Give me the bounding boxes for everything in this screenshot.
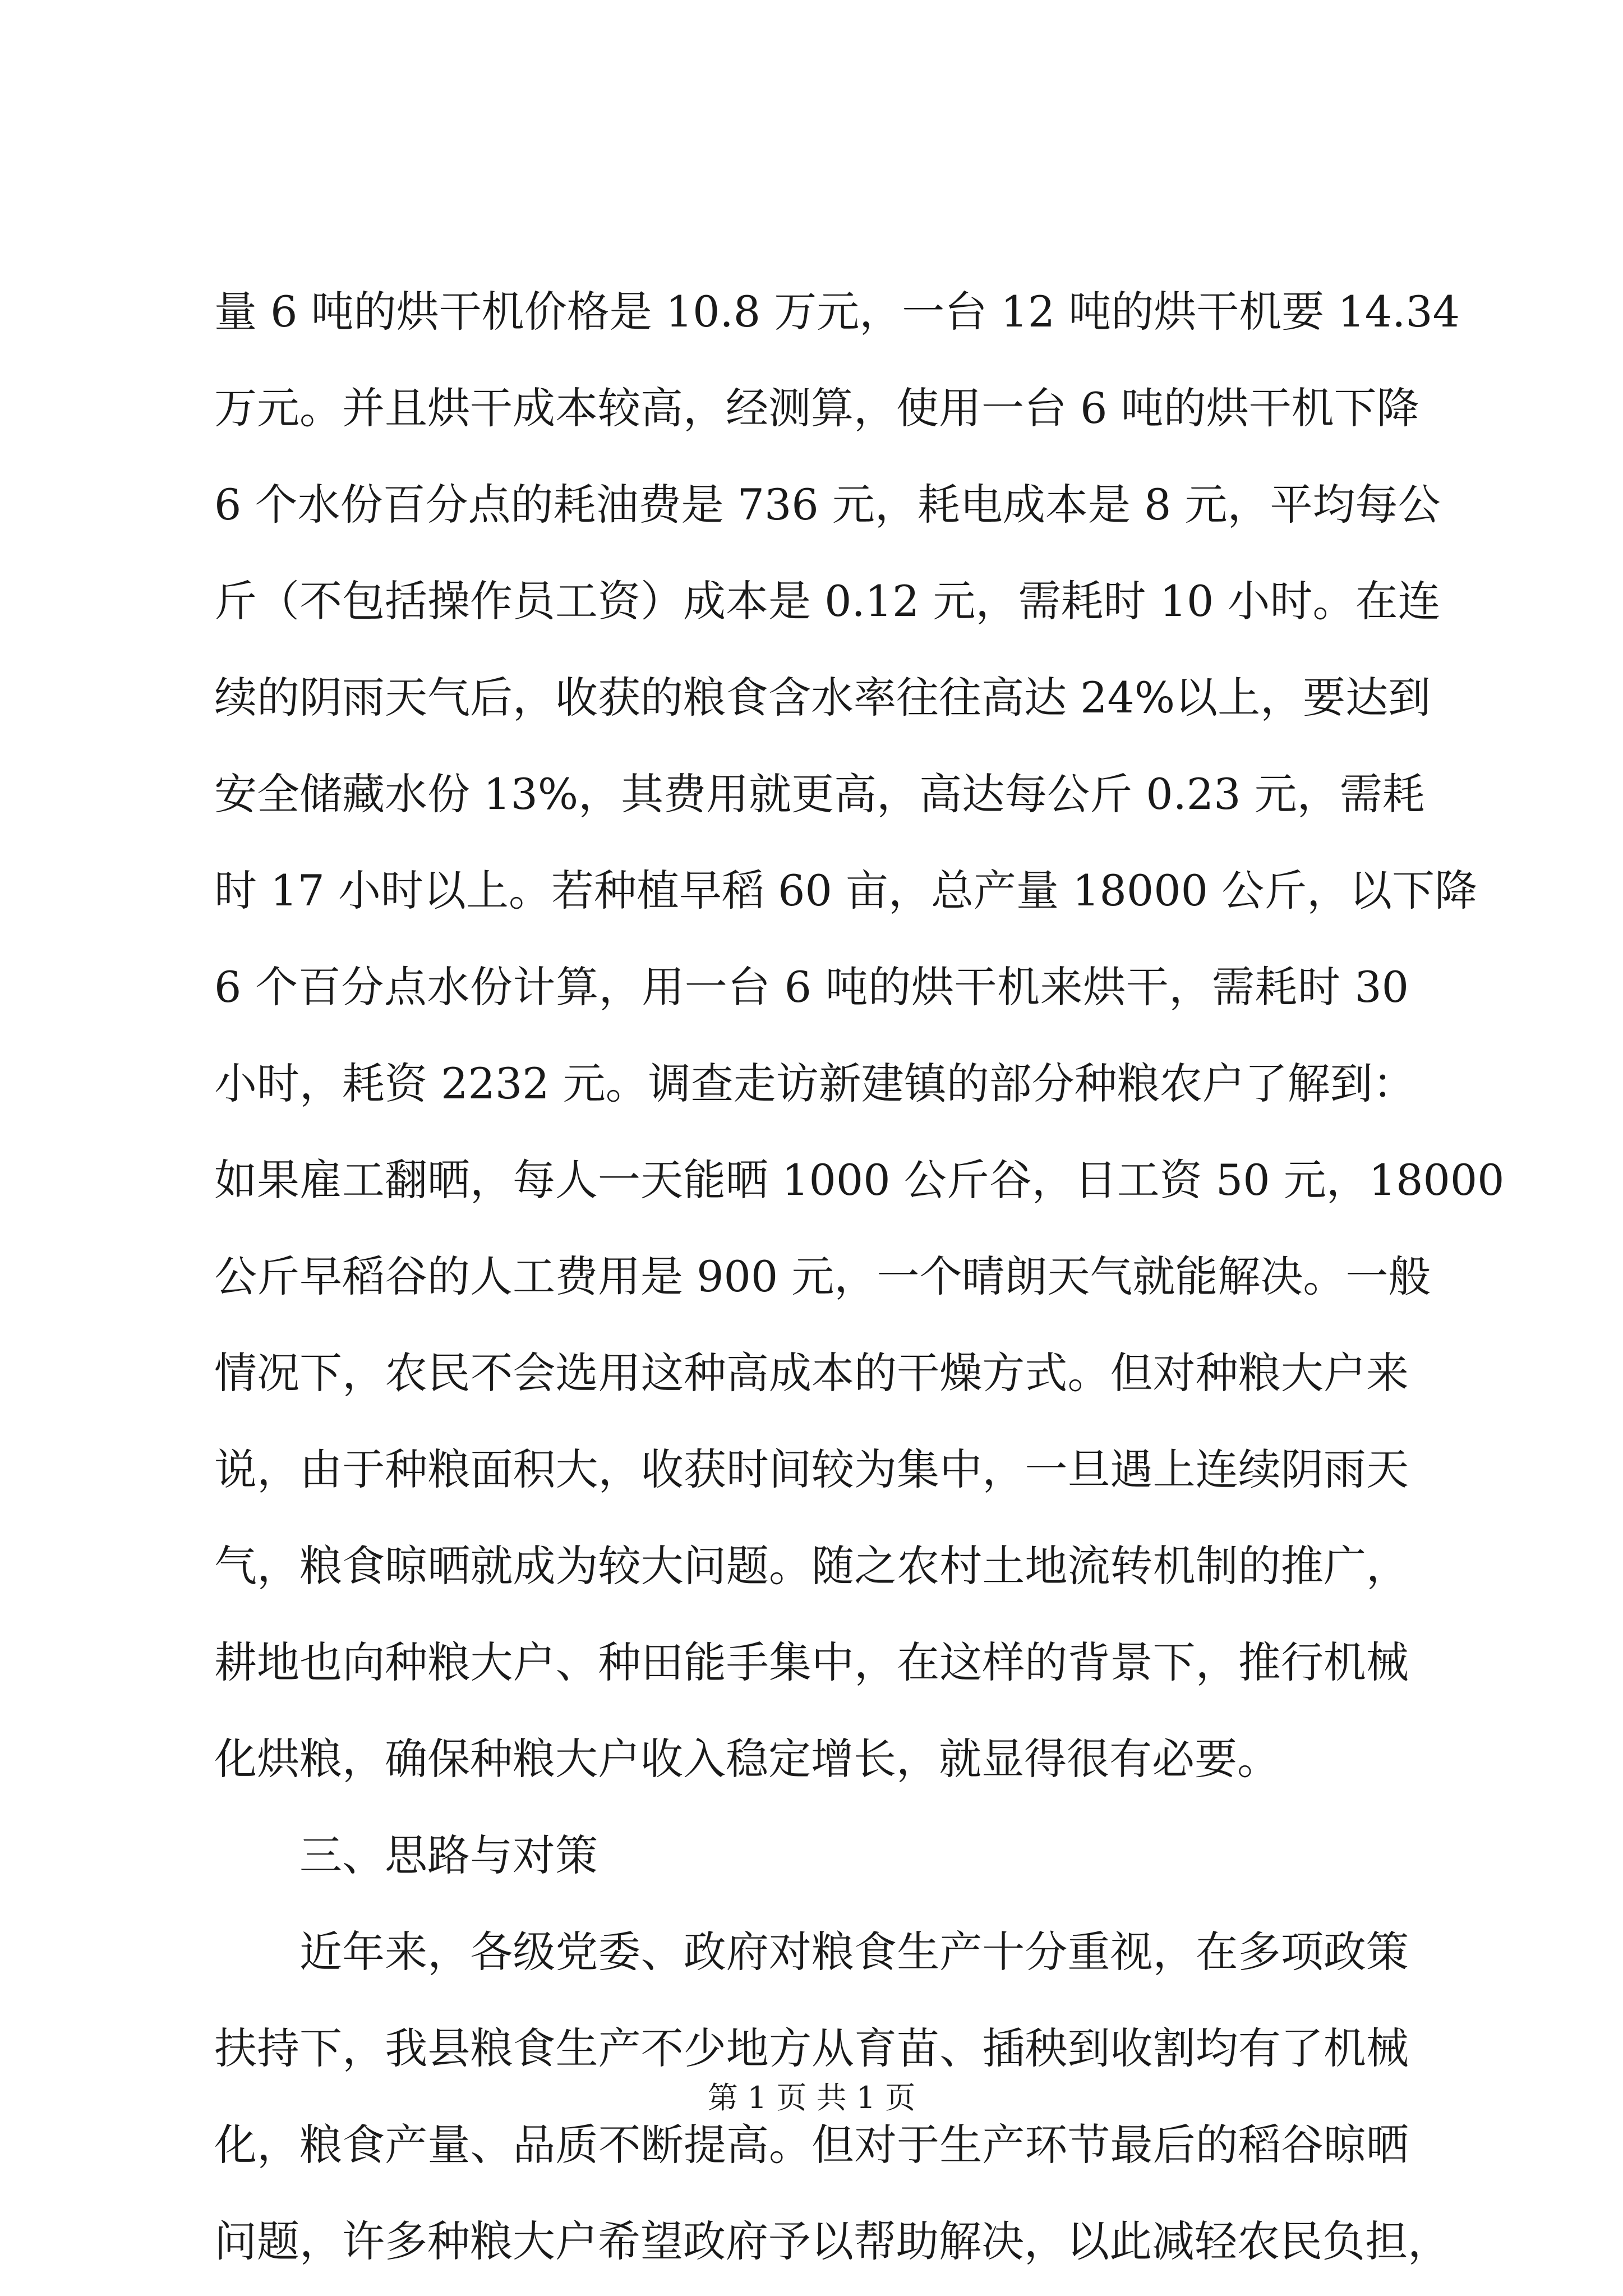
section-heading: 三、思路与对策 bbox=[299, 1830, 598, 1880]
text-line: 小时，耗资 2232 元。调查走访新建镇的部分种粮农户了解到： bbox=[214, 1059, 1415, 1108]
text-line: 公斤早稻谷的人工费用是 900 元，一个晴朗天气就能解决。一般 bbox=[214, 1251, 1431, 1301]
text-line: 扶持下，我县粮食生产不少地方从育苗、插秧到收割均有了机械 bbox=[214, 2023, 1409, 2073]
text-line: 说，由于种粮面积大，收获时间较为集中，一旦遇上连续阴雨天 bbox=[214, 1444, 1409, 1494]
text-line: 万元。并且烘干成本较高，经测算，使用一台 6 吨的烘干机下降 bbox=[214, 383, 1419, 433]
text-line: 化烘粮，确保种粮大户收入稳定增长，就显得很有必要。 bbox=[214, 1734, 1280, 1784]
text-line: 耕地也向种粮大户、种田能手集中，在这样的背景下，推行机械 bbox=[214, 1637, 1409, 1687]
text-line: 6 个百分点水份计算，用一台 6 吨的烘干机来烘干，需耗时 30 bbox=[214, 962, 1409, 1012]
text-line: 如果雇工翻晒，每人一天能晒 1000 公斤谷，日工资 50 元，18000 bbox=[214, 1155, 1505, 1205]
text-line: 时 17 小时以上。若种植早稻 60 亩，总产量 18000 公斤，以下降 bbox=[214, 866, 1478, 915]
text-line: 安全储藏水份 13%，其费用就更高，高达每公斤 0.23 元，需耗 bbox=[214, 769, 1425, 819]
text-line: 近年来，各级党委、政府对粮食生产十分重视，在多项政策 bbox=[299, 1927, 1409, 1977]
text-line: 量 6 吨的烘干机价格是 10.8 万元，一台 12 吨的烘干机要 14.34 bbox=[214, 287, 1460, 337]
page-footer: 第 1 页 共 1 页 bbox=[707, 2080, 916, 2115]
text-line: 续的阴雨天气后，收获的粮食含水率往往高达 24%以上，要达到 bbox=[214, 673, 1431, 723]
text-line: 情况下，农民不会选用这种高成本的干燥方式。但对种粮大户来 bbox=[214, 1348, 1409, 1398]
text-line: 化，粮食产量、品质不断提高。但对于生产环节最后的稻谷晾晒 bbox=[214, 2120, 1409, 2170]
text-line: 问题，许多种粮大户希望政府予以帮助解决，以此减轻农民负担， bbox=[214, 2216, 1450, 2266]
text-line: 气，粮食晾晒就成为较大问题。随之农村土地流转机制的推广， bbox=[214, 1541, 1409, 1591]
body-text bbox=[214, 264, 1505, 2290]
text-line: 6 个水份百分点的耗油费是 736 元，耗电成本是 8 元，平均每公 bbox=[214, 480, 1441, 530]
text-line: 斤（不包括操作员工资）成本是 0.12 元，需耗时 10 小时。在连 bbox=[214, 576, 1441, 626]
